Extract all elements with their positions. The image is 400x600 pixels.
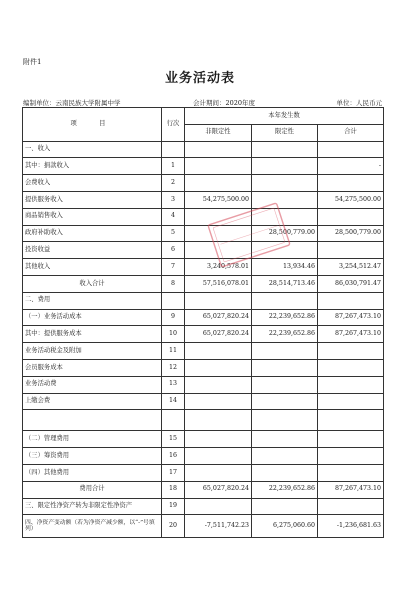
row-line-no: 16 (162, 448, 185, 465)
row-restricted (252, 175, 318, 192)
row-unrestricted (185, 292, 252, 309)
row-restricted (252, 393, 318, 410)
row-restricted: 22,239,652.86 (252, 481, 318, 498)
row-line-no: 6 (162, 242, 185, 259)
table-row (23, 259, 384, 276)
row-total (318, 292, 384, 309)
row-line-no (162, 292, 185, 309)
row-item: 二、费用 (23, 292, 162, 309)
activity-statement-table (22, 107, 384, 538)
row-item: 其中：提供服务成本 (23, 326, 162, 343)
row-total (318, 448, 384, 465)
row-total (318, 359, 384, 376)
row-restricted: 28,514,713.46 (252, 275, 318, 292)
row-item: 业务活动税金及附加 (23, 343, 162, 360)
row-line-no: 20 (162, 515, 185, 538)
row-restricted (252, 498, 318, 515)
table-row (23, 292, 384, 309)
row-item: （三）筹资费用 (23, 448, 162, 465)
row-total: 54,275,500.00 (318, 191, 384, 208)
row-total (318, 376, 384, 393)
row-line-no: 13 (162, 376, 185, 393)
row-item: 其中：捐款收入 (23, 158, 162, 175)
table-row (23, 464, 384, 481)
header-item: 项 目 (23, 108, 162, 142)
row-restricted: 13,934.46 (252, 259, 318, 276)
row-unrestricted (185, 225, 252, 242)
attachment-label: 附件1 (23, 58, 42, 66)
row-line-no: 15 (162, 431, 185, 448)
row-line-no: 3 (162, 191, 185, 208)
row-restricted (252, 141, 318, 158)
row-item: 一、收入 (23, 141, 162, 158)
row-item: （四）其他费用 (23, 464, 162, 481)
row-unrestricted (185, 431, 252, 448)
row-restricted (252, 158, 318, 175)
table-row (23, 175, 384, 192)
row-restricted (252, 292, 318, 309)
row-total: 87,267,473.10 (318, 309, 384, 326)
row-restricted: 22,239,652.86 (252, 326, 318, 343)
row-item: （一）业务活动成本 (23, 309, 162, 326)
table-row (23, 275, 384, 292)
row-restricted (252, 431, 318, 448)
row-unrestricted (185, 141, 252, 158)
table-row (23, 326, 384, 343)
row-unrestricted (185, 242, 252, 259)
row-unrestricted: 65,027,820.24 (185, 309, 252, 326)
row-item: 三、限定性净资产转为非限定性净资产 (23, 498, 162, 515)
row-unrestricted (185, 359, 252, 376)
accounting-period: 会计期间：2020年度 (193, 99, 256, 107)
row-restricted (252, 376, 318, 393)
row-restricted (252, 410, 318, 431)
row-total (318, 431, 384, 448)
row-line-no (162, 410, 185, 431)
row-unrestricted (185, 208, 252, 225)
row-item: 上缴会费 (23, 393, 162, 410)
row-line-no: 12 (162, 359, 185, 376)
table-row (23, 515, 384, 538)
row-item: 投资收益 (23, 242, 162, 259)
row-unrestricted: -7,511,742.23 (185, 515, 252, 538)
row-unrestricted (185, 448, 252, 465)
row-unrestricted: 54,275,500.00 (185, 191, 252, 208)
row-total (318, 175, 384, 192)
table-row (23, 309, 384, 326)
row-item: 费用合计 (23, 481, 162, 498)
table-row (23, 225, 384, 242)
row-total: 3,254,512.47 (318, 259, 384, 276)
row-total (318, 242, 384, 259)
header-unrestricted: 非限定性 (185, 124, 252, 141)
row-total (318, 410, 384, 431)
row-restricted (252, 464, 318, 481)
header-restricted: 限定性 (252, 124, 318, 141)
row-total: -1,236,681.63 (318, 515, 384, 538)
row-restricted (252, 191, 318, 208)
row-total (318, 464, 384, 481)
row-item: 其他收入 (23, 259, 162, 276)
currency-unit: 单位：人民币元 (336, 99, 382, 107)
row-item: 四、净资产变动额（若为净资产减少额，以“-”号填列） (23, 515, 162, 538)
header-current-year: 本年发生数 (185, 108, 384, 125)
row-total: 87,267,473.10 (318, 481, 384, 498)
row-line-no: 14 (162, 393, 185, 410)
row-item: 政府补助收入 (23, 225, 162, 242)
row-restricted (252, 359, 318, 376)
row-line-no: 4 (162, 208, 185, 225)
table-row (23, 359, 384, 376)
table-row (23, 410, 384, 431)
row-total (318, 208, 384, 225)
table-row (23, 158, 384, 175)
row-unrestricted (185, 158, 252, 175)
row-restricted: 28,500,779.00 (252, 225, 318, 242)
row-total (318, 141, 384, 158)
row-item: 会费收入 (23, 175, 162, 192)
row-unrestricted (185, 464, 252, 481)
row-item: 会员服务成本 (23, 359, 162, 376)
row-total: 28,500,779.00 (318, 225, 384, 242)
row-total: - (318, 158, 384, 175)
table-row (23, 481, 384, 498)
row-line-no: 8 (162, 275, 185, 292)
reporting-unit: 编制单位：云南民族大学附属中学 (23, 99, 121, 107)
row-item: 业务活动费 (23, 376, 162, 393)
table-row (23, 431, 384, 448)
row-unrestricted (185, 498, 252, 515)
row-line-no: 17 (162, 464, 185, 481)
header-line-no: 行次 (162, 108, 185, 142)
row-total (318, 343, 384, 360)
row-unrestricted (185, 343, 252, 360)
header-row-1 (23, 108, 384, 125)
row-line-no: 5 (162, 225, 185, 242)
row-item: 收入合计 (23, 275, 162, 292)
row-line-no: 1 (162, 158, 185, 175)
table-row (23, 343, 384, 360)
row-restricted: 22,239,652.86 (252, 309, 318, 326)
row-restricted: 6,275,060.60 (252, 515, 318, 538)
row-total: 87,267,473.10 (318, 326, 384, 343)
row-line-no: 11 (162, 343, 185, 360)
table-row (23, 498, 384, 515)
table-row (23, 448, 384, 465)
row-total (318, 498, 384, 515)
row-total (318, 393, 384, 410)
row-unrestricted: 3,240,578.01 (185, 259, 252, 276)
row-line-no: 10 (162, 326, 185, 343)
row-item (23, 410, 162, 431)
row-item: （二）管理费用 (23, 431, 162, 448)
row-restricted (252, 208, 318, 225)
table-row (23, 208, 384, 225)
row-line-no: 18 (162, 481, 185, 498)
row-restricted (252, 242, 318, 259)
row-unrestricted (185, 393, 252, 410)
report-title: 业务活动表 (164, 71, 235, 86)
table-row (23, 141, 384, 158)
row-unrestricted: 65,027,820.24 (185, 481, 252, 498)
row-restricted (252, 343, 318, 360)
row-restricted (252, 448, 318, 465)
row-unrestricted (185, 410, 252, 431)
header-total: 合计 (318, 124, 384, 141)
row-line-no: 19 (162, 498, 185, 515)
row-item: 商品销售收入 (23, 208, 162, 225)
table-row (23, 191, 384, 208)
table-row (23, 393, 384, 410)
row-line-no (162, 141, 185, 158)
row-total: 86,030,791.47 (318, 275, 384, 292)
row-unrestricted (185, 376, 252, 393)
table-row (23, 242, 384, 259)
row-unrestricted: 57,516,078.01 (185, 275, 252, 292)
row-unrestricted (185, 175, 252, 192)
table-row (23, 376, 384, 393)
row-line-no: 9 (162, 309, 185, 326)
row-unrestricted: 65,027,820.24 (185, 326, 252, 343)
row-line-no: 7 (162, 259, 185, 276)
row-line-no: 2 (162, 175, 185, 192)
row-item: 提供服务收入 (23, 191, 162, 208)
